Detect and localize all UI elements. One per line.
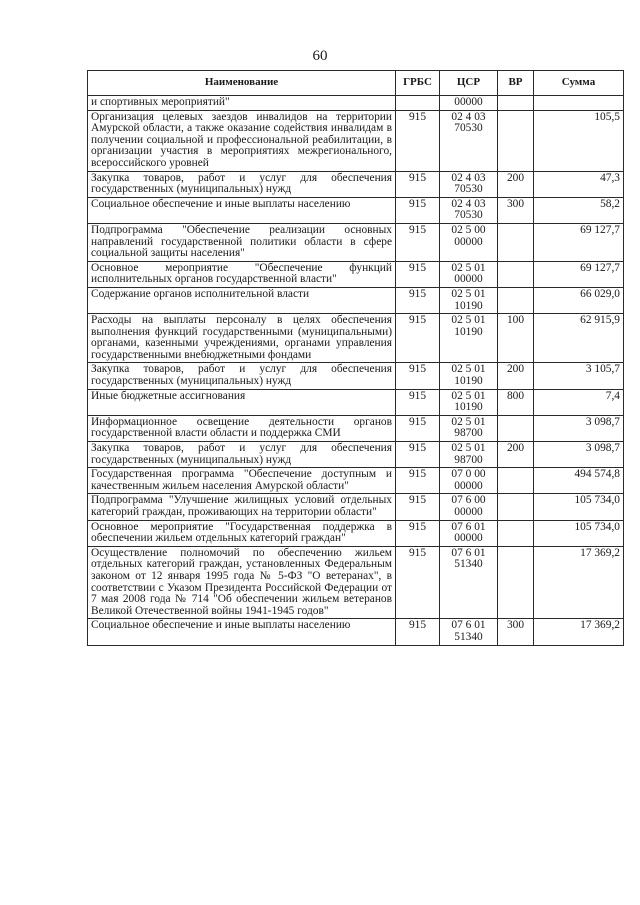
cell-grbs: 915 [396,520,440,546]
cell-csr: 07 6 01 51340 [440,619,498,645]
cell-grbs: 915 [396,223,440,261]
cell-sum: 7,4 [534,389,624,415]
cell-name: Социальное обеспечение и иные выплаты населению [88,619,396,645]
cell-grbs: 915 [396,546,440,619]
table-row [88,287,624,313]
cell-csr: 02 5 01 10190 [440,287,498,313]
cell-name: Подпрограмма "Улучшение жилищных условий отдельных категорий граждан, проживающих на территории области" [88,494,396,520]
cell-vr: 800 [498,389,534,415]
cell-sum: 105 734,0 [534,520,624,546]
cell-vr: 100 [498,314,534,363]
cell-grbs: 915 [396,171,440,197]
cell-vr [498,415,534,441]
table-row [88,415,624,441]
cell-grbs: 915 [396,468,440,494]
cell-sum: 69 127,7 [534,261,624,287]
cell-csr: 02 5 01 10190 [440,389,498,415]
cell-sum: 66 029,0 [534,287,624,313]
cell-csr: 02 4 03 70530 [440,197,498,223]
cell-name: Закупка товаров, работ и услуг для обеспечения государственных (муниципальных) нужд [88,171,396,197]
cell-sum [534,96,624,111]
cell-name: Расходы на выплаты персоналу в целях обеспечения выполнения функций государственными (муниципальными) органами, казенными учреждениями, органами управления государственными внебюджетными фондами [88,314,396,363]
cell-vr [498,110,534,171]
cell-csr: 02 5 01 00000 [440,261,498,287]
page-number: 60 [312,48,328,64]
header-csr: ЦСР [440,71,498,96]
cell-grbs [396,96,440,111]
cell-csr: 02 4 03 70530 [440,171,498,197]
cell-csr: 07 0 00 00000 [440,468,498,494]
cell-csr: 02 5 01 98700 [440,442,498,468]
cell-vr [498,223,534,261]
table-header-row [88,71,624,96]
cell-grbs: 915 [396,415,440,441]
cell-csr: 00000 [440,96,498,111]
cell-csr: 02 5 01 98700 [440,415,498,441]
cell-name: Основное мероприятие "Государственная поддержка в обеспечении жильем отдельных категорий граждан" [88,520,396,546]
cell-csr: 07 6 01 00000 [440,520,498,546]
cell-grbs: 915 [396,261,440,287]
header-sum: Сумма [534,71,624,96]
header-vr: ВР [498,71,534,96]
cell-sum: 3 098,7 [534,415,624,441]
table-row [88,389,624,415]
cell-name: Закупка товаров, работ и услуг для обеспечения государственных (муниципальных) нужд [88,363,396,389]
cell-grbs: 915 [396,389,440,415]
table-row [88,197,624,223]
cell-grbs: 915 [396,619,440,645]
cell-grbs: 915 [396,110,440,171]
table-row [88,546,624,619]
cell-grbs: 915 [396,363,440,389]
cell-sum: 17 369,2 [534,546,624,619]
header-name: Наименование [88,71,396,96]
cell-sum: 3 098,7 [534,442,624,468]
cell-vr: 200 [498,171,534,197]
table-row [88,96,624,111]
cell-vr [498,287,534,313]
table-row [88,494,624,520]
table-row [88,110,624,171]
cell-vr: 300 [498,197,534,223]
cell-sum: 17 369,2 [534,619,624,645]
cell-csr: 02 5 01 10190 [440,363,498,389]
cell-vr: 300 [498,619,534,645]
table-row [88,520,624,546]
cell-vr [498,546,534,619]
cell-sum: 62 915,9 [534,314,624,363]
cell-vr [498,494,534,520]
cell-grbs: 915 [396,314,440,363]
table-row [88,261,624,287]
table-row [88,314,624,363]
cell-grbs: 915 [396,442,440,468]
header-grbs: ГРБС [396,71,440,96]
cell-csr: 07 6 01 51340 [440,546,498,619]
cell-grbs: 915 [396,287,440,313]
cell-vr: 200 [498,442,534,468]
cell-grbs: 915 [396,197,440,223]
table-body [88,96,624,646]
cell-vr [498,468,534,494]
cell-sum: 3 105,7 [534,363,624,389]
cell-csr: 02 5 01 10190 [440,314,498,363]
table-row [88,619,624,645]
cell-csr: 02 5 00 00000 [440,223,498,261]
cell-vr [498,96,534,111]
cell-sum: 105,5 [534,110,624,171]
cell-sum: 105 734,0 [534,494,624,520]
table-row [88,468,624,494]
cell-vr: 200 [498,363,534,389]
cell-sum: 47,3 [534,171,624,197]
cell-name: Организация целевых заездов инвалидов на территории Амурской области, а также оказание содействия инвалидам в получении социальной и профессиональной реабилитации, в организации участия в мероприятиях межрегионального, всероссийского уровней [88,110,396,171]
cell-vr [498,261,534,287]
cell-grbs: 915 [396,494,440,520]
cell-name: Основное мероприятие "Обеспечение функций исполнительных органов государственной власти" [88,261,396,287]
cell-sum: 58,2 [534,197,624,223]
cell-name: Закупка товаров, работ и услуг для обеспечения государственных (муниципальных) нужд [88,442,396,468]
cell-name: Иные бюджетные ассигнования [88,389,396,415]
cell-name: и спортивных мероприятий" [88,96,396,111]
table-row [88,223,624,261]
cell-csr: 07 6 00 00000 [440,494,498,520]
cell-sum: 494 574,8 [534,468,624,494]
cell-name: Государственная программа "Обеспечение доступным и качественным жильем населения Амурской области" [88,468,396,494]
table-row [88,442,624,468]
cell-name: Осуществление полномочий по обеспечению жильем отдельных категорий граждан, установленных Федеральным законом от 12 января 1995 года № 5-ФЗ "О ветеранах", в соответствии с Указом Президента Российской Федерации от 7 мая 2008 года № 714 "Об обеспечении жильем ветеранов Великой Отечественной войны 1941-1945 годов" [88,546,396,619]
cell-name: Информационное освещение деятельности органов государственной власти области и поддержка СМИ [88,415,396,441]
cell-name: Социальное обеспечение и иные выплаты населению [88,197,396,223]
table-row [88,363,624,389]
cell-name: Подпрограмма "Обеспечение реализации основных направлений государственной политики области в сфере социальной защиты населения" [88,223,396,261]
cell-sum: 69 127,7 [534,223,624,261]
cell-name: Содержание органов исполнительной власти [88,287,396,313]
table-row [88,171,624,197]
budget-table [87,70,624,646]
cell-vr [498,520,534,546]
cell-csr: 02 4 03 70530 [440,110,498,171]
